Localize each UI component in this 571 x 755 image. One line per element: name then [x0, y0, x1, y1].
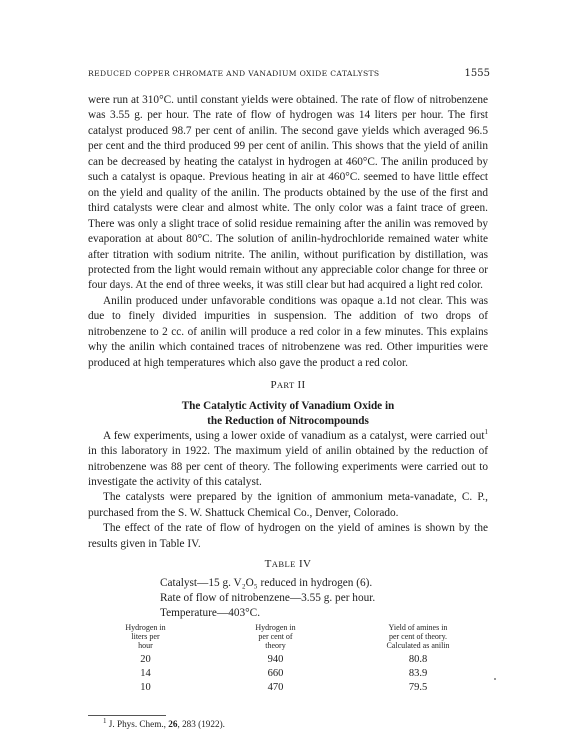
footnote-volume: 26 — [168, 719, 178, 729]
table-header-row — [88, 623, 488, 653]
footnote-ref[interactable]: 1 — [484, 427, 488, 436]
table-row — [88, 667, 488, 681]
footnote: $^1$ J. Phys. Chem., 26, 283 (1922). — [103, 716, 225, 729]
section-title-line-2: the Reduction of Nitrocompounds — [207, 414, 369, 427]
table-cell: 79.5 — [408, 681, 428, 693]
condition-flow-rate: Rate of flow of nitrobenzene—3.55 g. per hour. — [160, 591, 376, 604]
condition-temperature: Temperature—403°C. — [160, 606, 261, 619]
table-cell: 660 — [267, 667, 284, 679]
running-title: REDUCED COPPER CHROMATE AND VANADIUM OXIDE CATALYSTS — [88, 69, 380, 78]
table-cell: 83.9 — [408, 667, 428, 679]
column-header-hydrogen-liters: Hydrogen in liters per hour — [125, 622, 166, 650]
column-header-hydrogen-percent: Hydrogen in per cent of theory — [255, 622, 296, 650]
table-cell: 14 — [140, 667, 151, 679]
table-cell: 80.8 — [408, 653, 428, 665]
table-cell: 940 — [267, 653, 284, 665]
table-row — [88, 653, 488, 667]
page-number: 1555 — [464, 68, 490, 79]
section-title-line-1: The Catalytic Activity of Vanadium Oxide in — [181, 399, 395, 412]
table-conditions — [88, 576, 488, 621]
scan-speck — [494, 678, 496, 680]
paragraph-continued: were run at 310°C. until constant yields were obtained. The rate of flow of nitrobenzene was 3.55 g. per hour. The rate of flow of hydrogen was 14 liters per hour. The first catalyst produced 98.7 per cent of anilin. The second gave yields which averaged 96.5 per cent and the third produced 99 per cent of anilin. This shows that the yield of anilin can be decreased by heating the catalyst in hydrogen at 460°C. The anilin produced by such a catalyst is opaque. Previous heating in air at 460°C. seemed to have little effect on the yield and quality of the anilin. The products obtained by the use of the first and third catalysts were clear and almost white. The only color was a faint trace of green. There was only a slight trace of solid residue remaining after the anilin was removed by evaporation at about 80°C. The solution of anilin-hydrochloride remained water white after titration with sodium nitrite. The anilin, without purification by distillation, was protected from the light would remain without any appreciable color change for three or four days. At the end of three weeks, it was still clear but had acquired a light red color. — [88, 94, 488, 292]
table-cell: 20 — [140, 653, 151, 665]
paragraph-table-reference: The effect of the rate of flow of hydrogen on the yield of amines is shown by the results given in Table IV. — [88, 522, 488, 550]
article-body — [88, 93, 488, 695]
column-header-amine-yield: Yield of amines in per cent of theory. Calculated as anilin — [386, 622, 450, 650]
paragraph-catalyst-preparation: The catalysts were prepared by the ignition of ammonium meta-vanadate, C. P., purchased from the S. W. Shattuck Chemical Co., Denver, Colorado. — [88, 491, 488, 519]
section-title — [88, 399, 488, 429]
table-cell: 470 — [267, 681, 284, 693]
condition-catalyst: Catalyst—15 g. V₂O₅ reduced in hydrogen (6). — [160, 576, 373, 589]
results-table — [88, 623, 488, 695]
running-header — [88, 68, 490, 79]
paragraph-opaque-anilin: Anilin produced under unfavorable conditions was opaque a.1d not clear. This was due to finely divided impurities in suspension. The addition of two drops of nitrobenzene to 2 cc. of anilin will produce a red color in a few minutes. This explains why the anilin which contained traces of nitrobenzene was red. Other impurities were produced at high temperatures which also gave the product a red color. — [88, 294, 488, 369]
table-row — [88, 681, 488, 695]
paragraph-vanadium-intro: A few experiments, using a lower oxide of vanadium as a catalyst, were carried out$^1$ in this laboratory in 1922. The maximum yield of anilin obtained by the reduction of nitrobenzene was 88 per cent of theory. The following experiments were carried out to investigate the activity of this catalyst. — [88, 427, 488, 488]
part-heading: PART II — [270, 379, 306, 392]
footnote-rule — [88, 715, 166, 716]
table-cell: 10 — [140, 681, 151, 693]
table-caption: TABLE IV — [264, 558, 312, 571]
